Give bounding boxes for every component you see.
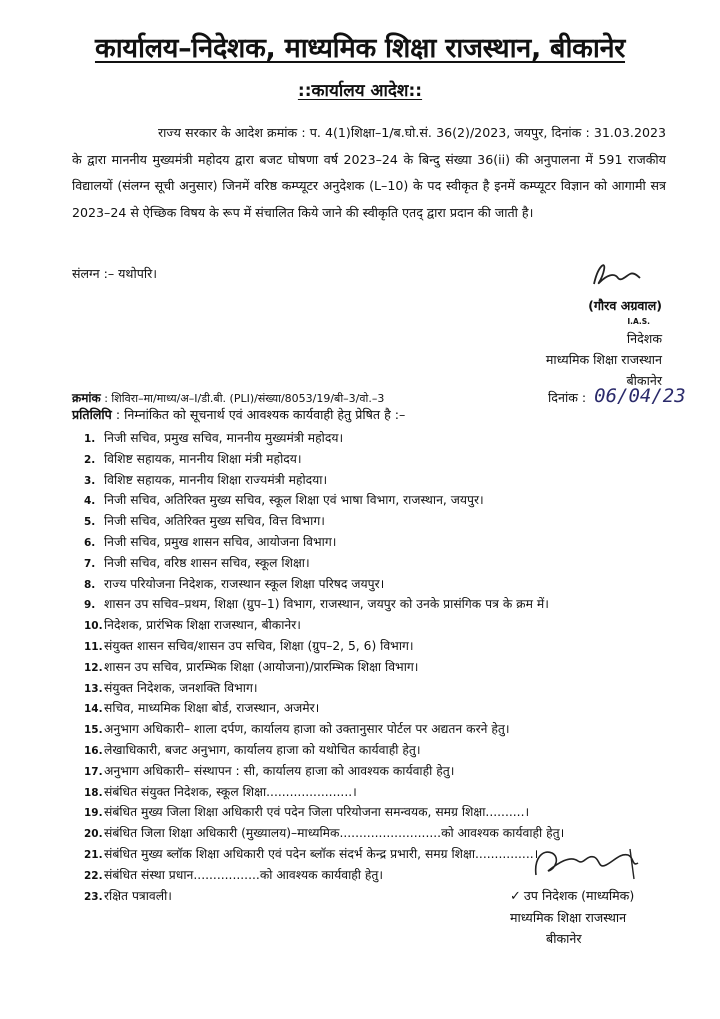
date-handwritten: 06/04/23: [594, 385, 686, 407]
list-item: [84, 615, 564, 636]
copy-label: प्रतिलिपि: [72, 407, 112, 422]
list-item-text: संबंधित मुख्य जिला शिक्षा अधिकारी एवं पदेन जिला परियोजना समन्वयक, समग्र शिक्षा..........।: [104, 805, 530, 820]
issue-date: [548, 385, 686, 407]
list-item-number: 19.: [84, 807, 103, 820]
deputy-designation: उप निदेशक (माध्यमिक): [523, 888, 635, 903]
order-heading: ::कार्यालय आदेश::: [297, 81, 423, 101]
list-item-number: 7.: [84, 557, 96, 570]
list-item: [84, 657, 564, 678]
list-item-text: सचिव, माध्यमिक शिक्षा बोर्ड, राजस्थान, अजमेर।: [104, 701, 320, 716]
list-item: [84, 428, 564, 449]
list-item-number: 23.: [84, 890, 103, 903]
list-item: [84, 740, 564, 761]
list-item-text: विशिष्ट सहायक, माननीय शिक्षा मंत्री महोदय।: [104, 451, 302, 466]
recipient-list: [84, 428, 564, 906]
signatory-service: I.A.S.: [627, 317, 650, 326]
list-item-number: 14.: [84, 703, 103, 716]
signatory-block: [546, 296, 662, 391]
list-item-text: रक्षित पत्रावली।: [104, 888, 172, 903]
signatory-designation: निदेशक: [626, 331, 662, 346]
list-item-text: संयुक्त निदेशक, जनशक्ति विभाग।: [104, 680, 258, 695]
deputy-place: बीकानेर: [546, 931, 582, 946]
list-item-text: राज्य परियोजना निदेशक, राजस्थान स्कूल शिक्षा परिषद जयपुर।: [104, 576, 385, 591]
list-item: [84, 594, 564, 615]
signatory-name: (गौरव अग्रवाल): [588, 298, 662, 313]
enclosure-note: संलग्न :– यथोपरि।: [72, 266, 158, 281]
list-item-number: 6.: [84, 536, 96, 549]
list-item-text: निजी सचिव, वरिष्ठ शासन सचिव, स्कूल शिक्षा।: [104, 555, 310, 570]
list-item-number: 10.: [84, 620, 103, 633]
list-item: [84, 678, 564, 699]
office-title: कार्यालय–निदेशक, माध्यमिक शिक्षा राजस्थान, बीकानेर: [94, 33, 626, 64]
list-item-text: विशिष्ट सहायक, माननीय शिक्षा राज्यमंत्री महोदया।: [104, 472, 328, 487]
list-item-number: 5.: [84, 516, 96, 529]
list-item: [84, 553, 564, 574]
list-item-number: 11.: [84, 640, 103, 653]
list-item-number: 15.: [84, 724, 103, 737]
signatory-place: बीकानेर: [626, 373, 662, 388]
list-item: [84, 470, 564, 491]
check-mark-icon: ✓: [510, 889, 521, 904]
list-item: [84, 636, 564, 657]
director-signature: [588, 256, 644, 292]
list-item-text: लेखाधिकारी, बजट अनुभाग, कार्यालय हाजा को यथोचित कार्यवाही हेतु।: [104, 742, 421, 757]
copy-text: : निम्नांकित को सूचनार्थ एवं आवश्यक कार्यवाही हेतु प्रेषित है :–: [115, 407, 406, 422]
list-item-text: निदेशक, प्रारंभिक शिक्षा राजस्थान, बीकानेर।: [104, 618, 301, 633]
list-item: [84, 886, 564, 907]
list-item-number: 8.: [84, 578, 96, 591]
list-item-text: निजी सचिव, प्रमुख सचिव, माननीय मुख्यमंत्री महोदय।: [104, 431, 344, 445]
reference-value: : शिविरा–मा/माध्य/अ–I/डी.बी. (PLI)/संख्या/8053/19/बी–3/वो.–3: [104, 392, 385, 405]
list-item-text: अनुभाग अधिकारी– शाला दर्पण, कार्यालय हाजा को उक्तानुसार पोर्टल पर अद्यतन करने हेतु।: [104, 722, 510, 737]
list-item-number: 20.: [84, 828, 103, 841]
list-item-number: 13.: [84, 682, 103, 695]
list-item: [84, 698, 564, 719]
list-item-number: 2.: [84, 453, 96, 466]
list-item: [84, 761, 564, 782]
list-item-text: संयुक्त शासन सचिव/शासन उप सचिव, शिक्षा (ग्रुप–2, 5, 6) विभाग।: [104, 638, 414, 653]
list-item-text: संबंधित मुख्य ब्लॉक शिक्षा अधिकारी एवं पदेन ब्लॉक संदर्भ केन्द्र प्रभारी, समग्र शिक्षा...............।: [104, 846, 539, 861]
deputy-signatory-block: [510, 885, 634, 949]
date-label: दिनांक :: [548, 390, 587, 405]
list-item-number: 9.: [84, 599, 96, 612]
signatory-office: माध्यमिक शिक्षा राजस्थान: [545, 352, 662, 367]
list-item-text: संबंधित संस्था प्रधान.................को आवश्यक कार्यवाही हेतु।: [104, 867, 384, 882]
deputy-office: माध्यमिक शिक्षा राजस्थान: [510, 910, 627, 925]
list-item: [84, 449, 564, 470]
list-item-text: संबंधित संयुक्त निदेशक, स्कूल शिक्षा......................।: [104, 784, 357, 799]
list-item-text: संबंधित जिला शिक्षा अधिकारी (मुख्यालय)–माध्यमिक..........................को आवश्यक कार्यवाही हेतु।: [104, 826, 565, 841]
reference-label: क्रमांक: [72, 391, 101, 405]
list-item-number: 1.: [84, 433, 96, 445]
list-item-number: 17.: [84, 765, 103, 778]
list-item-text: अनुभाग अधिकारी– संस्थापन : सी, कार्यालय हाजा को आवश्यक कार्यवाही हेतु।: [104, 763, 455, 778]
list-item: [84, 844, 564, 865]
list-item-number: 4.: [84, 495, 96, 508]
list-item-text: शासन उप सचिव, प्रारम्भिक शिक्षा (आयोजना)/प्रारम्भिक शिक्षा विभाग।: [104, 659, 419, 674]
deputy-signature: [530, 845, 650, 885]
list-item: [84, 574, 564, 595]
order-paragraph: राज्य सरकार के आदेश क्रमांक : प. 4(1)शिक्षा–1/ब.घो.सं. 36(2)/2023, जयपुर, दिनांक : 31.03.2023 के द्वारा माननीय मुख्यमंत्री महोदय द्वारा बजट घोषणा वर्ष 2023–24 के बिन्दु संख्या 36(ii) की अनुपालना में 591 राजकीय विद्यालयों (संलग्न सूची अनुसार) जिनमें वरिष्ठ कम्प्यूटर अनुदेशक (L–10) के पद स्वीकृत है इनमें कम्प्यूटर विज्ञान को आगामी सत्र 2023–24 से ऐच्छिक विषय के रूप में संचालित किये जाने की स्वीकृति एतद् द्वारा प्रदान की जाती है।: [72, 125, 666, 220]
list-item: [84, 532, 564, 553]
copy-forward-line: [72, 406, 405, 423]
list-item-number: 16.: [84, 744, 103, 757]
list-item: [84, 802, 564, 823]
list-item-text: शासन उप सचिव–प्रथम, शिक्षा (ग्रुप–1) विभाग, राजस्थान, जयपुर को उनके प्रासंगिक पत्र के क्रम में।: [104, 597, 549, 612]
list-item: [84, 719, 564, 740]
list-item: [84, 865, 564, 886]
list-item: [84, 782, 564, 803]
reference-number: [72, 389, 384, 406]
list-item-number: 22.: [84, 869, 103, 882]
list-item-text: निजी सचिव, अतिरिक्त मुख्य सचिव, स्कूल शिक्षा एवं भाषा विभाग, राजस्थान, जयपुर।: [104, 493, 484, 508]
list-item: [84, 490, 564, 511]
list-item: [84, 823, 564, 844]
list-item-number: 3.: [84, 474, 96, 487]
list-item-number: 21.: [84, 848, 103, 861]
list-item-number: 12.: [84, 661, 103, 674]
list-item-number: 18.: [84, 786, 103, 799]
list-item-text: निजी सचिव, अतिरिक्त मुख्य सचिव, वित्त विभाग।: [104, 514, 325, 529]
list-item: [84, 511, 564, 532]
list-item-text: निजी सचिव, प्रमुख शासन सचिव, आयोजना विभाग।: [104, 534, 337, 549]
